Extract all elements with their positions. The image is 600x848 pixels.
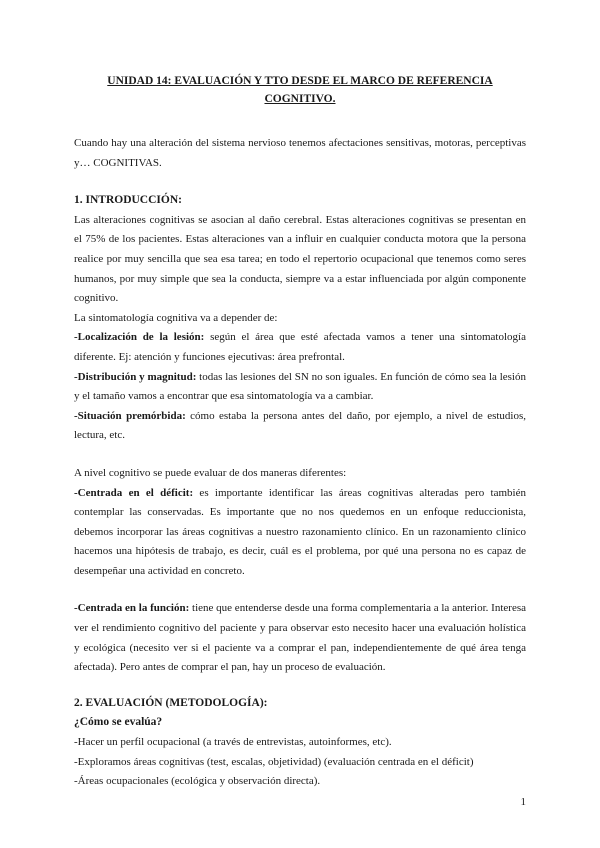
list-item-label: -Distribución y magnitud:: [74, 370, 197, 383]
section-1-paragraph-1: Las alteraciones cognitivas se asocian al daño cerebral. Estas alteraciones cognitivas se presentan en el 75% de los pacientes. Estas alteraciones van a influir en cualquier conducta motora que la persona realice por muy sencilla que sea esa tarea; en todo el repertorio ocupacional que tenemos como seres humanos, por muy simple que sea la conducta, siempre va a estar influenciada por algún componente cognitivo.: [74, 213, 526, 305]
section-2-line: -Exploramos áreas cognitivas (test, escalas, objetividad) (evaluación centrada en el déficit): [74, 755, 474, 768]
list-item: [74, 368, 526, 407]
page-number: 1: [520, 796, 526, 808]
funcion-paragraph: [74, 599, 526, 677]
list-item-text: todas las lesiones del SN no son iguales. En función de cómo sea la lesión y el tamaño vamos a encontrar que esa sintomatología va a cambiar.: [74, 370, 526, 403]
section-2-heading: 2. EVALUACIÓN (METODOLOGÍA):: [74, 696, 268, 709]
intro-paragraph: Cuando hay una alteración del sistema nervioso tenemos afectaciones sensitivas, motoras, perceptivas y… COGNITIVAS.: [74, 137, 526, 169]
deficit-text: es importante identificar las áreas cognitivas alteradas pero también contemplar las conservadas. Es importante que no nos quedemos en un enfoque reduccionista, debemos incorporar las áreas cognitivas a nuestro razonamiento clínico. En un razonamiento clínico hacemos una hipótesis de trabajo, es decir, cuál es el problema, por qué una persona no es capaz de desempeñar una actividad en concreto.: [74, 486, 526, 577]
deficit-label: -Centrada en el déficit:: [74, 486, 194, 499]
list-item: [74, 328, 526, 367]
section-1-paragraph-3: A nivel cognitivo se puede evaluar de dos maneras diferentes:: [74, 466, 347, 479]
section-2-subheading: ¿Cómo se evalúa?: [74, 716, 163, 729]
section-2-line: -Áreas ocupacionales (ecológica y observación directa).: [74, 775, 321, 788]
document-title: UNIDAD 14: EVALUACIÓN Y TTO DESDE EL MARCO DE REFERENCIA COGNITIVO.: [107, 75, 493, 105]
funcion-text: tiene que entenderse desde una forma complementaria a la anterior. Interesa ver el rendimiento cognitivo del paciente y para observar esto necesito hacer una evaluación holística y ecológica (necesito ver si el paciente va a comprar el pan, independientemente de qué área tenga afectada). Pero antes de comprar el pan, hay un proceso de evaluación.: [74, 602, 526, 674]
list-item: [74, 407, 526, 446]
section-1-paragraph-2: La sintomatología cognitiva va a depender de:: [74, 311, 278, 324]
list-item-text: según el área que esté afectada vamos a tener una sintomatología diferente. Ej: atención y funciones ejecutivas: área prefrontal.: [74, 331, 526, 363]
section-1-heading: 1. INTRODUCCIÓN:: [74, 194, 182, 207]
list-item-label: -Localización de la lesión:: [74, 331, 205, 344]
list-item-text: cómo estaba la persona antes del daño, por ejemplo, a nivel de estudios, lectura, etc.: [74, 409, 526, 442]
deficit-paragraph: [74, 484, 526, 582]
section-2-line: -Hacer un perfil ocupacional (a través de entrevistas, autoinformes, etc).: [74, 736, 392, 749]
document-page: [74, 72, 526, 792]
funcion-label: -Centrada en la función:: [74, 602, 190, 615]
list-item-label: -Situación premórbida:: [74, 409, 186, 422]
